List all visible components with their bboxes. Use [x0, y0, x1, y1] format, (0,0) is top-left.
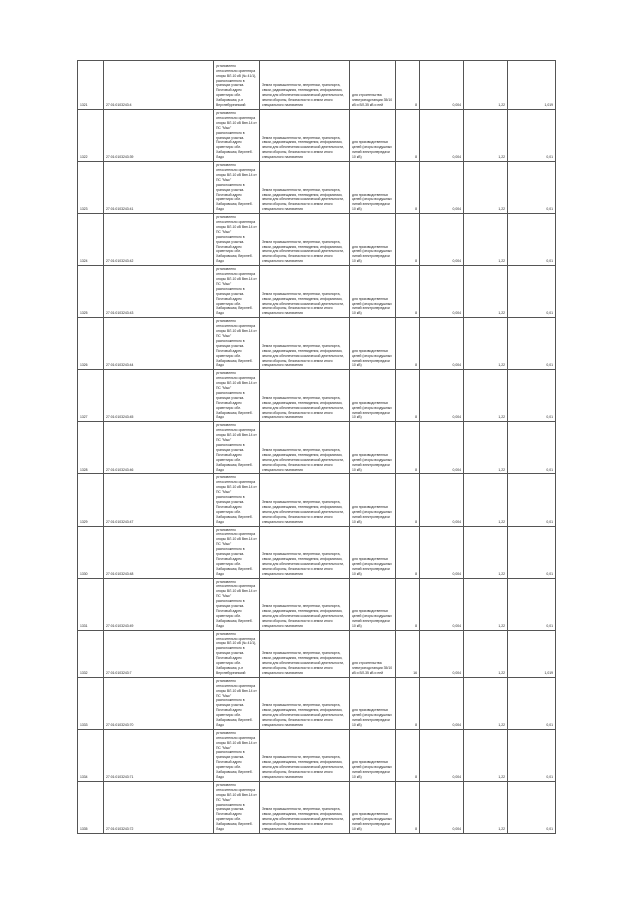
- amount-value: 0,01: [508, 214, 556, 266]
- coefficient-value: 1,22: [464, 677, 508, 729]
- coefficient-value: 1,22: [464, 162, 508, 214]
- rate-value: 0,004: [420, 266, 464, 318]
- permitted-use: для производственных целей (опоры воздушных линий электропередачи 10 кВ): [350, 318, 396, 370]
- land-category: Земли промышленности, энергетики, транспорта, связи, радиовещания, телевидения, информатики, земли для обеспечения космической деятельности, земли обороны, безопасности и земли иного специального назначения: [260, 474, 350, 526]
- amount-value: 0,01: [508, 422, 556, 474]
- area-value: 16: [396, 630, 420, 677]
- coefficient-value: 1,22: [464, 370, 508, 422]
- location-description: установлено относительно ориентира опоры ВЛ-10 кВ (№ 41/1), расположенного в границах участка. Почтовый адрес ориентира: обл. Хабаровская, р-н Верхнебуреинский: [214, 630, 260, 677]
- cadastral-number: 27:01:0103243:39: [104, 110, 214, 162]
- table-row: [78, 729, 556, 781]
- rate-value: 0,004: [420, 630, 464, 677]
- area-value: 8: [396, 214, 420, 266]
- permitted-use: для производственных целей (опоры воздушных линий электропередачи 10 кВ): [350, 578, 396, 630]
- coefficient-value: 1,22: [464, 578, 508, 630]
- location-description: установлено относительно ориентира опоры ВЛ-10 кВ (№ 41/1), расположенного в границах участка. Почтовый адрес ориентира: обл. Хабаровская, р-н Верхнебуреинский: [214, 61, 260, 110]
- permitted-use: для строительства электроподстанции 35/10 кВ и ВЛ-35 кВ и ней: [350, 630, 396, 677]
- location-description: установлено относительно ориентира опоры ВЛ-10 кВ Ввп.14 от ПС "Мыс" расположенного в границах участка. Почтовый адрес ориентира: обл. Хабаровская, Верхнеб. Ладо: [214, 214, 260, 266]
- cadastral-number: 27:01:0103243:47: [104, 474, 214, 526]
- area-value: 8: [396, 61, 420, 110]
- cadastral-number: 27:01:0103243:72: [104, 781, 214, 833]
- coefficient-value: 1,22: [464, 266, 508, 318]
- area-value: 8: [396, 162, 420, 214]
- land-category: Земли промышленности, энергетики, транспорта, связи, радиовещания, телевидения, информатики, земли для обеспечения космической деятельности, земли обороны, безопасности и земли иного специального назначения: [260, 162, 350, 214]
- location-description: установлено относительно ориентира опоры ВЛ-10 кВ Ввп.14 от ПС "Мыс" расположенного в границах участка. Почтовый адрес ориентира: обл. Хабаровская, Верхнеб. Ладо: [214, 422, 260, 474]
- area-value: 8: [396, 370, 420, 422]
- coefficient-value: 1,22: [464, 318, 508, 370]
- land-category: Земли промышленности, энергетики, транспорта, связи, радиовещания, телевидения, информатики, земли для обеспечения космической деятельности, земли обороны, безопасности и земли иного специального назначения: [260, 110, 350, 162]
- cadastral-number: 27:01:0103243:4: [104, 61, 214, 110]
- rate-value: 0,004: [420, 526, 464, 578]
- location-description: установлено относительно ориентира опоры ВЛ-10 кВ Ввп.14 от ПС "Мыс" расположенного в границах участка. Почтовый адрес ориентира: обл. Хабаровская, Верхнеб. Ладо: [214, 110, 260, 162]
- permitted-use: для строительства электроподстанции 35/10 кВ и ВЛ-35 кВ и ней: [350, 61, 396, 110]
- row-id: 1324: [78, 214, 104, 266]
- row-id: 1327: [78, 370, 104, 422]
- cadastral-number: 27:01:0103243:71: [104, 729, 214, 781]
- rate-value: 0,004: [420, 162, 464, 214]
- amount-value: 0,01: [508, 677, 556, 729]
- row-id: 1334: [78, 729, 104, 781]
- coefficient-value: 1,22: [464, 214, 508, 266]
- table-row: [78, 781, 556, 833]
- location-description: установлено относительно ориентира опоры ВЛ-10 кВ Ввп.14 от ПС "Мыс" расположенного в границах участка. Почтовый адрес ориентира: обл. Хабаровская, Верхнеб. Ладо: [214, 318, 260, 370]
- land-category: Земли промышленности, энергетики, транспорта, связи, радиовещания, телевидения, информатики, земли для обеспечения космической деятельности, земли обороны, безопасности и земли иного специального назначения: [260, 318, 350, 370]
- permitted-use: для производственных целей (опоры воздушных линий электропередачи 10 кВ): [350, 370, 396, 422]
- permitted-use: для производственных целей (опоры воздушных линий электропередачи 10 кВ): [350, 729, 396, 781]
- permitted-use: для производственных целей (опоры воздушных линий электропередачи 10 кВ): [350, 266, 396, 318]
- permitted-use: для производственных целей (опоры воздушных линий электропередачи 10 кВ): [350, 162, 396, 214]
- coefficient-value: 1,22: [464, 422, 508, 474]
- cadastral-number: 27:01:0103243:49: [104, 578, 214, 630]
- amount-value: 0,01: [508, 370, 556, 422]
- cadastral-number: 27:01:0103243:70: [104, 677, 214, 729]
- table-row: [78, 370, 556, 422]
- area-value: 8: [396, 110, 420, 162]
- cadastral-number: 27:01:0103243:45: [104, 370, 214, 422]
- rate-value: 0,004: [420, 214, 464, 266]
- land-register-table: [77, 60, 556, 834]
- location-description: установлено относительно ориентира опоры ВЛ-10 кВ Ввп.14 от ПС "Мыс" расположенного в границах участка. Почтовый адрес ориентира: обл. Хабаровская, Верхнеб. Ладо: [214, 474, 260, 526]
- row-id: 1331: [78, 578, 104, 630]
- table-row: [78, 422, 556, 474]
- rate-value: 0,004: [420, 370, 464, 422]
- amount-value: 0,01: [508, 526, 556, 578]
- rate-value: 0,004: [420, 578, 464, 630]
- rate-value: 0,004: [420, 61, 464, 110]
- amount-value: 0,01: [508, 729, 556, 781]
- land-category: Земли промышленности, энергетики, транспорта, связи, радиовещания, телевидения, информатики, земли для обеспечения космической деятельности, земли обороны, безопасности и земли иного специального назначения: [260, 630, 350, 677]
- row-id: 1323: [78, 162, 104, 214]
- row-id: 1321: [78, 61, 104, 110]
- row-id: 1322: [78, 110, 104, 162]
- area-value: 8: [396, 677, 420, 729]
- table-row: [78, 110, 556, 162]
- amount-value: 0,01: [508, 110, 556, 162]
- coefficient-value: 1,22: [464, 474, 508, 526]
- table-row: [78, 61, 556, 110]
- row-id: 1326: [78, 318, 104, 370]
- row-id: 1333: [78, 677, 104, 729]
- amount-value: 0,01: [508, 781, 556, 833]
- location-description: установлено относительно ориентира опоры ВЛ-10 кВ Ввп.14 от ПС "Мыс" расположенного в границах участка. Почтовый адрес ориентира: обл. Хабаровская, Верхнеб. Ладо: [214, 578, 260, 630]
- amount-value: 0,01: [508, 474, 556, 526]
- land-category: Земли промышленности, энергетики, транспорта, связи, радиовещания, телевидения, информатики, земли для обеспечения космической деятельности, земли обороны, безопасности и земли иного специального назначения: [260, 729, 350, 781]
- location-description: установлено относительно ориентира опоры ВЛ-10 кВ Ввп.14 от ПС "Мыс" расположенного в границах участка. Почтовый адрес ориентира: обл. Хабаровская, Верхнеб. Ладо: [214, 162, 260, 214]
- coefficient-value: 1,22: [464, 526, 508, 578]
- cadastral-number: 27:01:0103243:41: [104, 162, 214, 214]
- area-value: 8: [396, 266, 420, 318]
- coefficient-value: 1,22: [464, 729, 508, 781]
- location-description: установлено относительно ориентира опоры ВЛ-10 кВ Ввп.14 от ПС "Мыс" расположенного в границах участка. Почтовый адрес ориентира: обл. Хабаровская, Верхнеб. Ладо: [214, 729, 260, 781]
- location-description: установлено относительно ориентира опоры ВЛ-10 кВ Ввп.14 от ПС "Мыс" расположенного в границах участка. Почтовый адрес ориентира: обл. Хабаровская, Верхнеб. Ладо: [214, 370, 260, 422]
- area-value: 8: [396, 526, 420, 578]
- location-description: установлено относительно ориентира опоры ВЛ-10 кВ Ввп.14 от ПС "Мыс" расположенного в границах участка. Почтовый адрес ориентира: обл. Хабаровская, Верхнеб. Ладо: [214, 781, 260, 833]
- area-value: 8: [396, 781, 420, 833]
- table-row: [78, 630, 556, 677]
- cadastral-number: 27:01:0103243:43: [104, 266, 214, 318]
- coefficient-value: 1,22: [464, 110, 508, 162]
- table-row: [78, 214, 556, 266]
- rate-value: 0,004: [420, 318, 464, 370]
- amount-value: 0,01: [508, 578, 556, 630]
- table-row: [78, 266, 556, 318]
- land-category: Земли промышленности, энергетики, транспорта, связи, радиовещания, телевидения, информатики, земли для обеспечения космической деятельности, земли обороны, безопасности и земли иного специального назначения: [260, 781, 350, 833]
- area-value: 8: [396, 422, 420, 474]
- table-row: [78, 677, 556, 729]
- table-row: [78, 474, 556, 526]
- cadastral-number: 27:01:0103243:48: [104, 526, 214, 578]
- location-description: установлено относительно ориентира опоры ВЛ-10 кВ Ввп.14 от ПС "Мыс" расположенного в границах участка. Почтовый адрес ориентира: обл. Хабаровская, Верхнеб. Ладо: [214, 526, 260, 578]
- land-category: Земли промышленности, энергетики, транспорта, связи, радиовещания, телевидения, информатики, земли для обеспечения космической деятельности, земли обороны, безопасности и земли иного специального назначения: [260, 526, 350, 578]
- permitted-use: для производственных целей (опоры воздушных линий электропередачи 10 кВ): [350, 474, 396, 526]
- rate-value: 0,004: [420, 677, 464, 729]
- land-category: Земли промышленности, энергетики, транспорта, связи, радиовещания, телевидения, информатики, земли для обеспечения космической деятельности, земли обороны, безопасности и земли иного специального назначения: [260, 370, 350, 422]
- area-value: 8: [396, 729, 420, 781]
- land-category: Земли промышленности, энергетики, транспорта, связи, радиовещания, телевидения, информатики, земли для обеспечения космической деятельности, земли обороны, безопасности и земли иного специального назначения: [260, 578, 350, 630]
- amount-value: 1,019: [508, 630, 556, 677]
- cadastral-number: 27:01:0103243:42: [104, 214, 214, 266]
- row-id: 1328: [78, 422, 104, 474]
- rate-value: 0,004: [420, 474, 464, 526]
- area-value: 8: [396, 578, 420, 630]
- area-value: 8: [396, 318, 420, 370]
- table-row: [78, 162, 556, 214]
- table-row: [78, 578, 556, 630]
- amount-value: 0,01: [508, 162, 556, 214]
- area-value: 8: [396, 474, 420, 526]
- coefficient-value: 1,22: [464, 61, 508, 110]
- amount-value: 0,01: [508, 266, 556, 318]
- location-description: установлено относительно ориентира опоры ВЛ-10 кВ Ввп.14 от ПС "Мыс" расположенного в границах участка. Почтовый адрес ориентира: обл. Хабаровская, Верхнеб. Ладо: [214, 677, 260, 729]
- table-row: [78, 526, 556, 578]
- row-id: 1329: [78, 474, 104, 526]
- row-id: 1325: [78, 266, 104, 318]
- permitted-use: для производственных целей (опоры воздушных линий электропередачи 10 кВ): [350, 422, 396, 474]
- rate-value: 0,004: [420, 729, 464, 781]
- land-category: Земли промышленности, энергетики, транспорта, связи, радиовещания, телевидения, информатики, земли для обеспечения космической деятельности, земли обороны, безопасности и земли иного специального назначения: [260, 422, 350, 474]
- rate-value: 0,004: [420, 422, 464, 474]
- land-category: Земли промышленности, энергетики, транспорта, связи, радиовещания, телевидения, информатики, земли для обеспечения космической деятельности, земли обороны, безопасности и земли иного специального назначения: [260, 677, 350, 729]
- coefficient-value: 1,22: [464, 630, 508, 677]
- amount-value: 1,019: [508, 61, 556, 110]
- row-id: 1332: [78, 630, 104, 677]
- permitted-use: для производственных целей (опоры воздушных линий электропередачи 10 кВ): [350, 110, 396, 162]
- permitted-use: для производственных целей (опоры воздушных линий электропередачи 10 кВ): [350, 526, 396, 578]
- table-row: [78, 318, 556, 370]
- row-id: 1335: [78, 781, 104, 833]
- land-category: Земли промышленности, энергетики, транспорта, связи, радиовещания, телевидения, информатики, земли для обеспечения космической деятельности, земли обороны, безопасности и земли иного специального назначения: [260, 61, 350, 110]
- permitted-use: для производственных целей (опоры воздушных линий электропередачи 10 кВ): [350, 677, 396, 729]
- rate-value: 0,004: [420, 781, 464, 833]
- cadastral-number: 27:01:0103243:46: [104, 422, 214, 474]
- permitted-use: для производственных целей (опоры воздушных линий электропередачи 10 кВ): [350, 214, 396, 266]
- permitted-use: для производственных целей (опоры воздушных линий электропередачи 10 кВ): [350, 781, 396, 833]
- coefficient-value: 1,22: [464, 781, 508, 833]
- rate-value: 0,004: [420, 110, 464, 162]
- row-id: 1330: [78, 526, 104, 578]
- land-category: Земли промышленности, энергетики, транспорта, связи, радиовещания, телевидения, информатики, земли для обеспечения космической деятельности, земли обороны, безопасности и земли иного специального назначения: [260, 266, 350, 318]
- table-body: [78, 61, 556, 834]
- amount-value: 0,01: [508, 318, 556, 370]
- location-description: установлено относительно ориентира опоры ВЛ-10 кВ Ввп.14 от ПС "Мыс" расположенного в границах участка. Почтовый адрес ориентира: обл. Хабаровская, Верхнеб. Ладо: [214, 266, 260, 318]
- land-category: Земли промышленности, энергетики, транспорта, связи, радиовещания, телевидения, информатики, земли для обеспечения космической деятельности, земли обороны, безопасности и земли иного специального назначения: [260, 214, 350, 266]
- cadastral-number: 27:01:0103243:44: [104, 318, 214, 370]
- cadastral-number: 27:01:0103243:7: [104, 630, 214, 677]
